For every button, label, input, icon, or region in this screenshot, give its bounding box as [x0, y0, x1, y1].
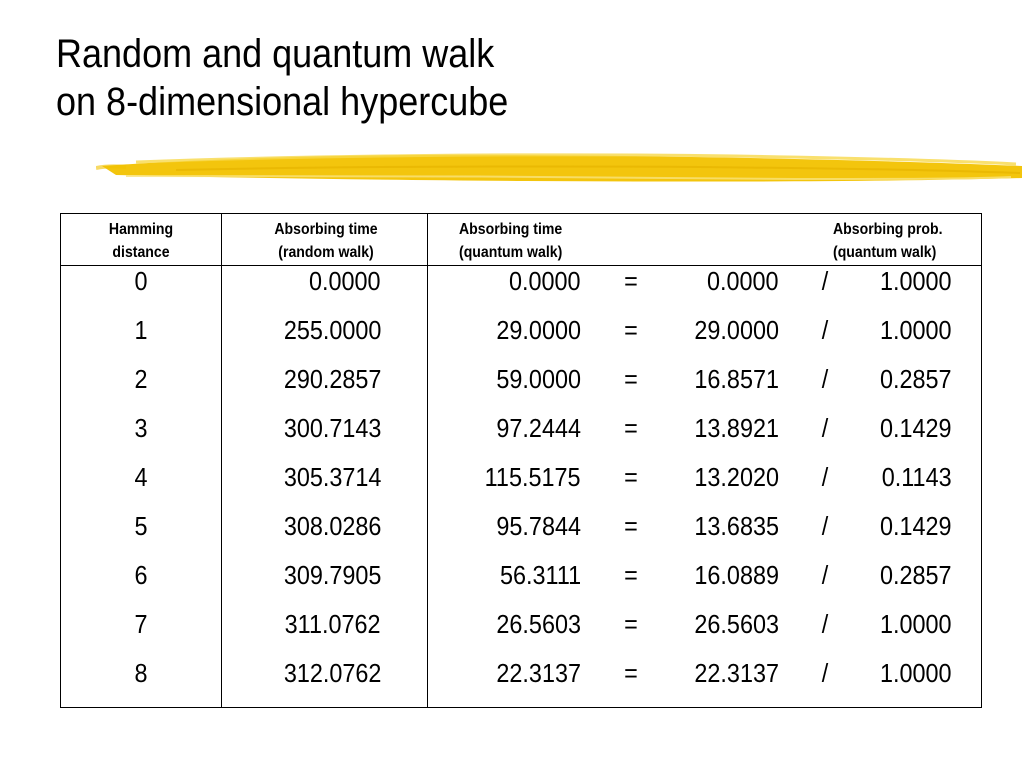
cell-eq: = [624, 413, 638, 443]
cell-rw: 308.0286 [283, 511, 381, 541]
cell-prob: 0.2857 [880, 560, 952, 590]
cell-num: 13.2020 [694, 462, 779, 492]
cell-qw: 0.0000 [509, 266, 581, 296]
cell-qw: 29.0000 [496, 315, 581, 345]
cell-d: 8 [134, 658, 148, 688]
header-text: Hamming [108, 221, 174, 238]
cell-eq: = [624, 462, 638, 492]
column-divider [221, 214, 222, 707]
header-text: Absorbing prob. [833, 221, 943, 238]
cell-div: / [821, 511, 829, 541]
cell-num: 13.8921 [694, 413, 779, 443]
cell-d: 3 [134, 413, 148, 443]
cell-eq: = [624, 560, 638, 590]
cell-num: 29.0000 [694, 315, 779, 345]
title-line-1: Random and quantum walk [56, 32, 495, 76]
cell-div: / [821, 609, 829, 639]
cell-prob: 1.0000 [880, 609, 952, 639]
cell-div: / [821, 315, 829, 345]
cell-eq: = [624, 511, 638, 541]
cell-div: / [821, 560, 829, 590]
cell-rw: 0.0000 [309, 266, 381, 296]
cell-eq: = [624, 364, 638, 394]
header-text: distance [112, 244, 170, 261]
cell-num: 13.6835 [694, 511, 779, 541]
cell-d: 7 [134, 609, 148, 639]
cell-prob: 1.0000 [880, 266, 952, 296]
cell-eq: = [624, 609, 638, 639]
cell-d: 2 [134, 364, 148, 394]
cell-d: 6 [134, 560, 148, 590]
brush-stroke-decoration [96, 148, 1024, 188]
cell-div: / [821, 413, 829, 443]
cell-rw: 312.0762 [283, 658, 381, 688]
cell-qw: 26.5603 [496, 609, 581, 639]
cell-qw: 22.3137 [496, 658, 581, 688]
cell-eq: = [624, 658, 638, 688]
cell-qw: 59.0000 [496, 364, 581, 394]
cell-rw: 255.0000 [283, 315, 381, 345]
cell-prob: 0.1143 [882, 462, 952, 492]
cell-prob: 0.1429 [880, 413, 952, 443]
header-random-time [247, 218, 405, 264]
cell-d: 5 [134, 511, 148, 541]
title-line-2: on 8-dimensional hypercube [56, 80, 509, 124]
cell-d: 0 [134, 266, 148, 296]
header-quantum-prob [833, 218, 943, 264]
header-text: Absorbing time [274, 221, 378, 238]
cell-d: 1 [134, 315, 148, 345]
cell-eq: = [624, 266, 638, 296]
cell-num: 16.0889 [694, 560, 779, 590]
cell-num: 22.3137 [694, 658, 779, 688]
cell-div: / [821, 266, 829, 296]
results-table [60, 213, 982, 708]
header-text: (quantum walk) [459, 244, 563, 261]
cell-qw: 97.2444 [496, 413, 581, 443]
header-hamming-distance [79, 218, 202, 264]
cell-rw: 300.7143 [283, 413, 381, 443]
cell-rw: 311.0762 [285, 609, 381, 639]
header-quantum-time [459, 218, 562, 264]
cell-rw: 290.2857 [283, 364, 381, 394]
cell-num: 16.8571 [694, 364, 779, 394]
cell-rw: 305.3714 [283, 462, 381, 492]
header-text: (quantum walk) [833, 244, 937, 261]
cell-d: 4 [134, 462, 148, 492]
cell-div: / [821, 658, 829, 688]
cell-div: / [821, 364, 829, 394]
column-divider [427, 214, 428, 707]
cell-qw: 56.3111 [499, 560, 581, 590]
cell-prob: 1.0000 [880, 315, 952, 345]
cell-qw: 115.5175 [485, 462, 581, 492]
cell-div: / [821, 462, 829, 492]
cell-num: 0.0000 [707, 266, 779, 296]
cell-rw: 309.7905 [283, 560, 381, 590]
header-text: Absorbing time [459, 221, 563, 238]
cell-prob: 0.1429 [880, 511, 952, 541]
cell-prob: 1.0000 [880, 658, 952, 688]
cell-eq: = [624, 315, 638, 345]
cell-qw: 95.7844 [496, 511, 581, 541]
cell-num: 26.5603 [694, 609, 779, 639]
slide-title [56, 30, 508, 126]
cell-prob: 0.2857 [880, 364, 952, 394]
header-text: (random walk) [278, 244, 374, 261]
